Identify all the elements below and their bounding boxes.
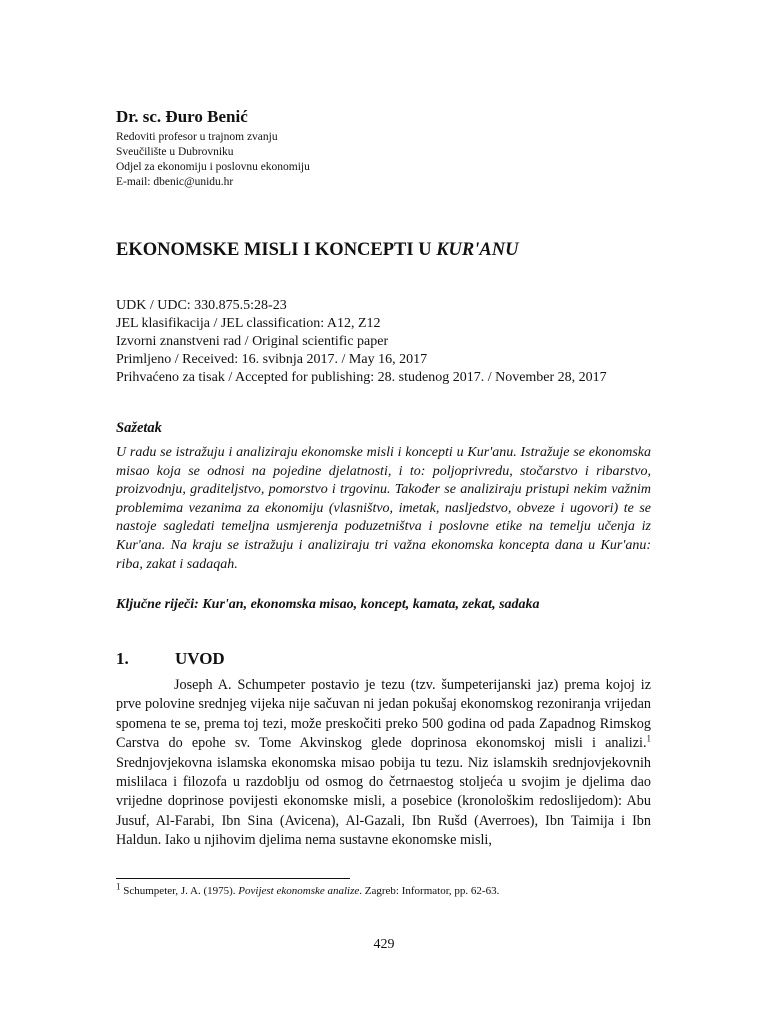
keywords: Ključne riječi: Kur'an, ekonomska misao, koncept, kamata, zekat, sadaka [116, 597, 540, 612]
footnote-book-title: Povijest ekonomske analize [238, 885, 360, 897]
affiliation-line: Redoviti profesor u trajnom zvanju [116, 131, 278, 143]
body-paragraph [116, 676, 651, 851]
udc-line: UDK / UDC: 330.875.5:28-23 [116, 298, 287, 313]
paper-title [116, 240, 518, 261]
abstract-text: U radu se istražuju i analiziraju ekonomske misli i koncepti u Kur'anu. Istražuje se ekonomska misao koja se odnosi na pojedine djelatnosti, i to: poljoprivredu, stočarstvo i ribarstvo, proizvodnju, graditeljstvo, pomorstvo i trgovinu. Također se analiziraju pristupi nekim važnim problemima vezanima za ekonomiju (vlasništvo, imetak, nasljedstvo, obveze i ugovori) te se nastoje sagledati temeljna usmjerenja poduzetništva i poslovne etike na temelju učenja iz Kur'ana. Na kraju se istražuju i analiziraju tri važna ekonomska koncepta dana u Kur'anu: riba, zakat i sadaqah. [116, 445, 651, 572]
section-title: UVOD [175, 649, 225, 668]
received-line: Primljeno / Received: 16. svibnja 2017. / May 16, 2017 [116, 352, 428, 367]
footnote-reference[interactable]: 1 [646, 733, 651, 744]
author-email: E-mail: dbenic@unidu.hr [116, 176, 234, 188]
author-affiliation [116, 130, 310, 190]
jel-line: JEL klasifikacija / JEL classification: A12, Z12 [116, 316, 381, 331]
paper-title-italic: KUR'ANU [436, 240, 519, 260]
paper-type-line: Izvorni znanstveni rad / Original scientific paper [116, 334, 389, 349]
footnote-number: 1 [116, 881, 121, 892]
footnote-text-after: . Zagreb: Informator, pp. 62-63. [359, 885, 500, 897]
affiliation-line: Sveučilište u Dubrovniku [116, 146, 234, 158]
classification-block [116, 297, 607, 387]
page-number: 429 [373, 937, 395, 952]
section-number: 1. [116, 649, 129, 668]
affiliation-line: Odjel za ekonomiju i poslovnu ekonomiju [116, 161, 310, 173]
author-name: Dr. sc. Đuro Benić [116, 107, 248, 126]
accepted-line: Prihvaćeno za tisak / Accepted for publishing: 28. studenog 2017. / November 28, 2017 [116, 370, 607, 385]
footnote-text-before: Schumpeter, J. A. (1975). [120, 885, 239, 897]
paper-title-main: EKONOMSKE MISLI I KONCEPTI U [116, 240, 437, 260]
footnote [116, 881, 500, 897]
abstract-heading: Sažetak [116, 420, 162, 436]
footnote-divider [116, 878, 350, 879]
body-text-part-2: Srednjovjekovna islamska ekonomska misao pobija tu tezu. Niz islamskih srednjovjekovnih mislilaca i filozofa u razdoblju od osmog do četrnaestog stoljeća u svojim je djelima dao vrijedne doprinose povijesti ekonomske misli, a posebice (kronološkim redoslijedom): Abu Jusuf, Al-Farabi, Ibn Sina (Avicena), Al-Gazali, Ibn Rušd (Averroes), Ibn Taimija i Ibn Haldun. Iako u njihovim djelima nema sustavne ekonomske misli, [116, 754, 651, 849]
body-text-part-1: Joseph A. Schumpeter postavio je tezu (tzv. šumpeterijanski jaz) prema kojoj iz prve polovine srednjeg vijeka nije sačuvan ni jedan pokušaj ekonomskog rezoniranja vrijedan spomena te se, prema toj tezi, može preskočiti preko 500 godina od pada Zapadnog Rimskog Carstva do epohe sv. Tome Akvinskog glede doprinosa ekonomskoj misli i analizi. [116, 677, 651, 752]
